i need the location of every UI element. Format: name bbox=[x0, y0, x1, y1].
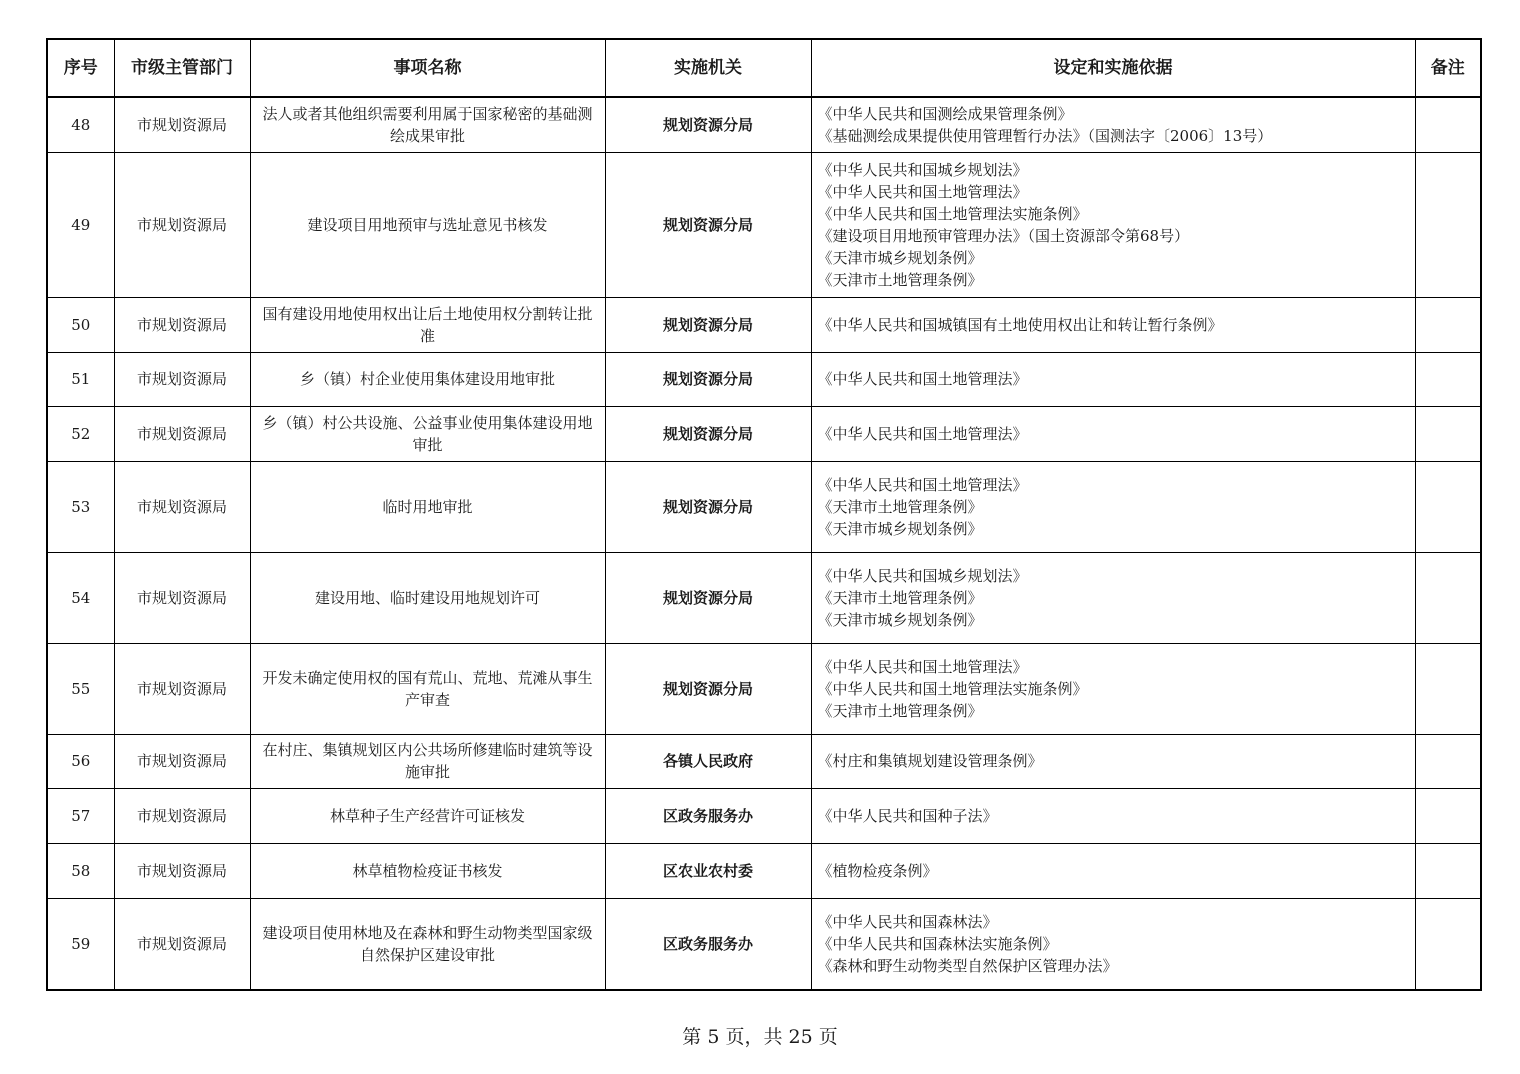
row-department: 市规划资源局 bbox=[114, 152, 250, 297]
row-note bbox=[1415, 552, 1481, 643]
legal-basis-line: 《森林和野生动物类型自然保护区管理办法》 bbox=[817, 956, 1118, 975]
row-implementing-agency: 规划资源分局 bbox=[605, 97, 811, 152]
legal-basis-line: 《中华人民共和国测绘成果管理条例》 bbox=[817, 104, 1073, 123]
row-note bbox=[1415, 406, 1481, 461]
legal-basis-line: 《村庄和集镇规划建设管理条例》 bbox=[817, 752, 1043, 770]
row-number: 55 bbox=[47, 643, 114, 734]
legal-basis-line: 《中华人民共和国土地管理法》 bbox=[817, 370, 1028, 388]
row-legal-basis bbox=[811, 152, 1415, 297]
row-item-name: 建设项目用地预审与选址意见书核发 bbox=[250, 152, 605, 297]
header-no: 序号 bbox=[47, 39, 114, 97]
row-item-name: 开发未确定使用权的国有荒山、荒地、荒滩从事生产审查 bbox=[250, 643, 605, 734]
row-legal-basis bbox=[811, 898, 1415, 990]
row-note bbox=[1415, 97, 1481, 152]
header-item: 事项名称 bbox=[250, 39, 605, 97]
row-legal-basis bbox=[811, 461, 1415, 552]
row-number: 58 bbox=[47, 843, 114, 898]
row-legal-basis bbox=[811, 734, 1415, 788]
row-note bbox=[1415, 297, 1481, 352]
row-note bbox=[1415, 788, 1481, 843]
table-row bbox=[47, 788, 1481, 843]
approval-items-table bbox=[46, 38, 1482, 991]
row-department: 市规划资源局 bbox=[114, 843, 250, 898]
row-legal-basis bbox=[811, 406, 1415, 461]
legal-basis-line: 《天津市土地管理条例》 bbox=[817, 588, 983, 607]
row-item-name: 乡（镇）村公共设施、公益事业使用集体建设用地审批 bbox=[250, 406, 605, 461]
legal-basis-line: 《基础测绘成果提供使用管理暂行办法》（国测法字〔2006〕13号） bbox=[817, 126, 1273, 145]
legal-basis-line: 《中华人民共和国土地管理法》 bbox=[817, 424, 1028, 443]
row-number: 53 bbox=[47, 461, 114, 552]
row-legal-basis bbox=[811, 97, 1415, 152]
row-department: 市规划资源局 bbox=[114, 788, 250, 843]
row-item-name: 林草植物检疫证书核发 bbox=[250, 843, 605, 898]
legal-basis-line: 《天津市土地管理条例》 bbox=[817, 497, 983, 516]
legal-basis-line: 《天津市土地管理条例》 bbox=[817, 270, 983, 289]
row-number: 57 bbox=[47, 788, 114, 843]
row-implementing-agency: 规划资源分局 bbox=[605, 552, 811, 643]
row-number: 54 bbox=[47, 552, 114, 643]
header-basis: 设定和实施依据 bbox=[811, 39, 1415, 97]
row-department: 市规划资源局 bbox=[114, 898, 250, 990]
row-item-name: 法人或者其他组织需要利用属于国家秘密的基础测绘成果审批 bbox=[250, 97, 605, 152]
row-number: 51 bbox=[47, 352, 114, 406]
table-row bbox=[47, 643, 1481, 734]
row-implementing-agency: 规划资源分局 bbox=[605, 152, 811, 297]
row-number: 59 bbox=[47, 898, 114, 990]
table-row bbox=[47, 406, 1481, 461]
legal-basis-line: 《天津市城乡规划条例》 bbox=[817, 610, 983, 629]
row-number: 52 bbox=[47, 406, 114, 461]
header-org: 实施机关 bbox=[605, 39, 811, 97]
row-legal-basis bbox=[811, 643, 1415, 734]
row-item-name: 在村庄、集镇规划区内公共场所修建临时建筑等设施审批 bbox=[250, 734, 605, 788]
legal-basis-line: 《中华人民共和国土地管理法》 bbox=[817, 475, 1028, 494]
legal-basis-line: 《建设项目用地预审管理办法》（国土资源部令第68号） bbox=[817, 226, 1190, 245]
legal-basis-line: 《天津市城乡规划条例》 bbox=[817, 248, 983, 267]
row-note bbox=[1415, 734, 1481, 788]
row-item-name: 国有建设用地使用权出让后土地使用权分割转让批准 bbox=[250, 297, 605, 352]
legal-basis-line: 《植物检疫条例》 bbox=[817, 861, 938, 880]
legal-basis-line: 《中华人民共和国土地管理法实施条例》 bbox=[817, 204, 1088, 223]
row-note bbox=[1415, 898, 1481, 990]
row-item-name: 林草种子生产经营许可证核发 bbox=[250, 788, 605, 843]
row-implementing-agency: 区政务服务办 bbox=[605, 788, 811, 843]
table-header-row bbox=[47, 39, 1481, 97]
row-note bbox=[1415, 461, 1481, 552]
row-implementing-agency: 各镇人民政府 bbox=[605, 734, 811, 788]
row-legal-basis bbox=[811, 843, 1415, 898]
row-number: 56 bbox=[47, 734, 114, 788]
row-legal-basis bbox=[811, 352, 1415, 406]
row-department: 市规划资源局 bbox=[114, 97, 250, 152]
table-row bbox=[47, 843, 1481, 898]
row-implementing-agency: 规划资源分局 bbox=[605, 461, 811, 552]
header-note: 备注 bbox=[1415, 39, 1481, 97]
row-note bbox=[1415, 843, 1481, 898]
legal-basis-line: 《中华人民共和国种子法》 bbox=[817, 806, 998, 825]
row-implementing-agency: 规划资源分局 bbox=[605, 352, 811, 406]
row-legal-basis bbox=[811, 788, 1415, 843]
table-row bbox=[47, 297, 1481, 352]
row-implementing-agency: 规划资源分局 bbox=[605, 643, 811, 734]
legal-basis-line: 《中华人民共和国森林法》 bbox=[817, 912, 998, 931]
legal-basis-line: 《中华人民共和国森林法实施条例》 bbox=[817, 934, 1058, 953]
legal-basis-line: 《中华人民共和国土地管理法》 bbox=[817, 182, 1028, 201]
row-item-name: 建设项目使用林地及在森林和野生动物类型国家级自然保护区建设审批 bbox=[250, 898, 605, 990]
header-dept: 市级主管部门 bbox=[114, 39, 250, 97]
row-department: 市规划资源局 bbox=[114, 461, 250, 552]
row-legal-basis bbox=[811, 297, 1415, 352]
table-row bbox=[47, 152, 1481, 297]
legal-basis-line: 《天津市土地管理条例》 bbox=[817, 701, 983, 720]
table-row bbox=[47, 734, 1481, 788]
legal-basis-line: 《中华人民共和国城镇国有土地使用权出让和转让暂行条例》 bbox=[817, 315, 1223, 334]
row-department: 市规划资源局 bbox=[114, 352, 250, 406]
table-row bbox=[47, 352, 1481, 406]
row-item-name: 临时用地审批 bbox=[250, 461, 605, 552]
row-implementing-agency: 规划资源分局 bbox=[605, 297, 811, 352]
row-number: 49 bbox=[47, 152, 114, 297]
row-department: 市规划资源局 bbox=[114, 734, 250, 788]
table-row bbox=[47, 898, 1481, 990]
legal-basis-line: 《中华人民共和国土地管理法实施条例》 bbox=[817, 679, 1088, 698]
row-department: 市规划资源局 bbox=[114, 406, 250, 461]
legal-basis-line: 《中华人民共和国城乡规划法》 bbox=[817, 160, 1028, 179]
row-implementing-agency: 区农业农村委 bbox=[605, 843, 811, 898]
row-implementing-agency: 规划资源分局 bbox=[605, 406, 811, 461]
row-note bbox=[1415, 152, 1481, 297]
legal-basis-line: 《中华人民共和国城乡规划法》 bbox=[817, 566, 1028, 585]
legal-basis-line: 《中华人民共和国土地管理法》 bbox=[817, 657, 1028, 676]
table-row bbox=[47, 97, 1481, 152]
page-footer: 第 5 页，共 25 页 bbox=[682, 1026, 838, 1048]
row-note bbox=[1415, 643, 1481, 734]
table-row bbox=[47, 552, 1481, 643]
row-item-name: 建设用地、临时建设用地规划许可 bbox=[250, 552, 605, 643]
row-legal-basis bbox=[811, 552, 1415, 643]
table-body bbox=[47, 97, 1481, 990]
row-implementing-agency: 区政务服务办 bbox=[605, 898, 811, 990]
row-department: 市规划资源局 bbox=[114, 643, 250, 734]
row-number: 50 bbox=[47, 297, 114, 352]
row-note bbox=[1415, 352, 1481, 406]
table-row bbox=[47, 461, 1481, 552]
row-department: 市规划资源局 bbox=[114, 297, 250, 352]
row-number: 48 bbox=[47, 97, 114, 152]
row-department: 市规划资源局 bbox=[114, 552, 250, 643]
legal-basis-line: 《天津市城乡规划条例》 bbox=[817, 519, 983, 538]
row-item-name: 乡（镇）村企业使用集体建设用地审批 bbox=[250, 352, 605, 406]
